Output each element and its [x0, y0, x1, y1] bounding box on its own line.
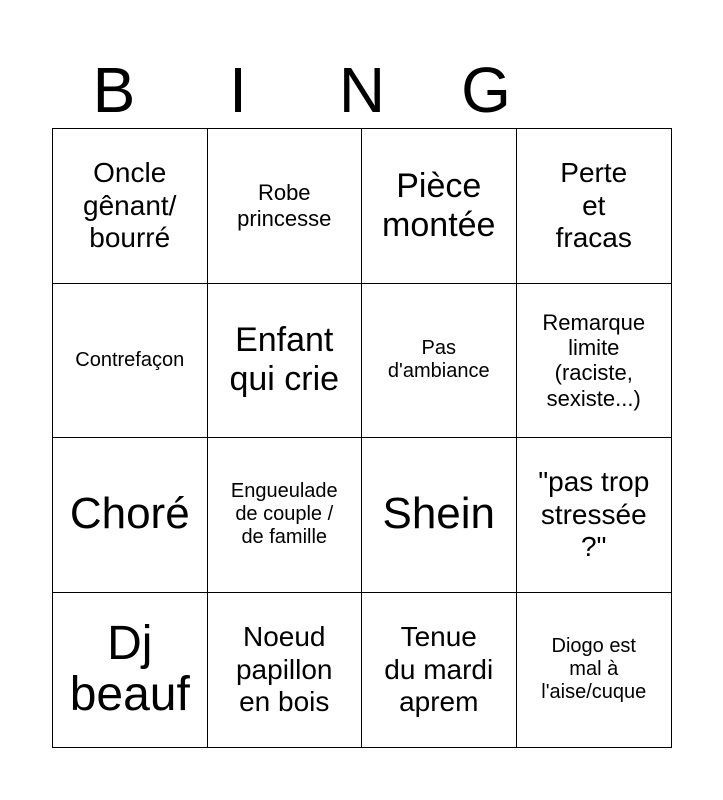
bingo-cell-text: "pas trop stressée ?": [538, 466, 650, 562]
bingo-cell[interactable]: [517, 129, 672, 284]
bingo-cell[interactable]: [362, 438, 517, 593]
bingo-cell[interactable]: [208, 284, 363, 439]
bingo-header: [52, 52, 672, 128]
bingo-cell-text: Pièce montée: [382, 166, 496, 244]
bingo-cell[interactable]: [362, 129, 517, 284]
bingo-cell[interactable]: [53, 438, 208, 593]
bingo-cell[interactable]: [208, 129, 363, 284]
bingo-cell[interactable]: [208, 593, 363, 748]
bingo-cell-text: Diogo est mal à l'aise/cuque: [541, 635, 647, 704]
bingo-cell-text: Robe princesse: [237, 180, 332, 231]
bingo-cell-text: Engueulade de couple / de famille: [230, 480, 338, 549]
bingo-cell-text: Oncle gênant/ bourré: [83, 157, 177, 253]
header-letter-g: G: [461, 54, 511, 126]
bingo-cell-text: Noeud papillon en bois: [235, 621, 333, 717]
bingo-cell[interactable]: [53, 129, 208, 284]
bingo-cell[interactable]: [53, 284, 208, 439]
bingo-grid: [52, 128, 672, 748]
bingo-cell-text: Pas d'ambiance: [387, 337, 490, 383]
bingo-cell[interactable]: [362, 593, 517, 748]
header-letter-b: B: [92, 54, 136, 126]
bingo-cell-text: Contrefaçon: [75, 348, 185, 371]
bingo-cell[interactable]: [517, 438, 672, 593]
header-letter-n: N: [338, 54, 386, 126]
bingo-cell-text: Perte et fracas: [555, 157, 632, 253]
bingo-cell[interactable]: [53, 593, 208, 748]
bingo-cell[interactable]: [517, 284, 672, 439]
bingo-cell-text: Remarque limite (raciste, sexiste...): [542, 309, 646, 411]
bingo-cell-text: Shein: [382, 489, 496, 539]
bingo-cell[interactable]: [517, 593, 672, 748]
bingo-cell-text: Tenue du mardi aprem: [384, 621, 494, 717]
bingo-cell[interactable]: [362, 284, 517, 439]
bingo-cell-text: Choré: [69, 489, 190, 539]
bingo-cell-text: Dj beauf: [69, 617, 190, 721]
bingo-cell-text: Enfant qui crie: [229, 321, 340, 399]
bingo-cell[interactable]: [208, 438, 363, 593]
header-letter-i: I: [229, 54, 247, 126]
